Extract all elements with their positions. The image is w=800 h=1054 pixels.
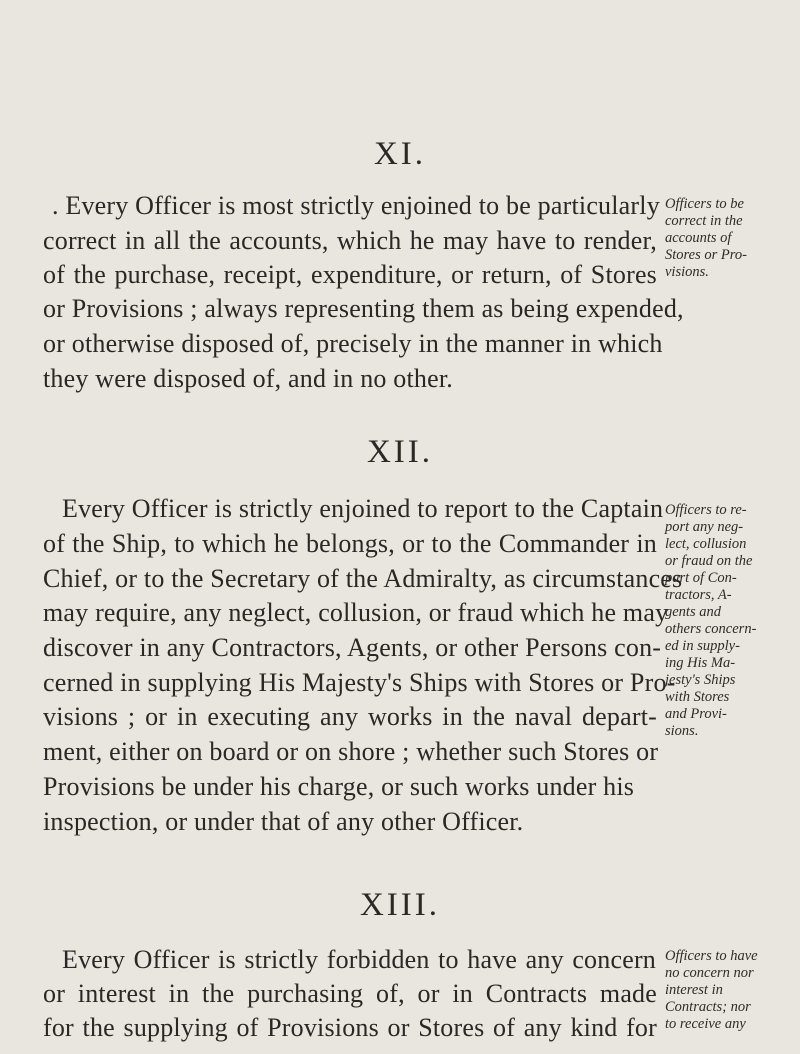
body-line: or otherwise disposed of, precisely in the manner in which: [43, 329, 663, 358]
section-number: XI.: [373, 136, 427, 172]
margin-note-line: Officers to re-: [665, 502, 747, 518]
body-line: may require, any neglect, collusion, or fraud which he may: [43, 598, 669, 627]
body-line: cerned in supplying His Majesty's Ships with Stores or Pro-: [43, 668, 676, 697]
margin-note-line: with Stores: [665, 689, 730, 705]
body-line: . Every Officer is most strictly enjoined to be particularly: [52, 191, 660, 220]
margin-note: [665, 948, 800, 1033]
body-line: of the purchase, receipt, expenditure, or return, of Stores: [43, 260, 657, 289]
margin-note-line: tractors, A-: [665, 587, 732, 603]
margin-note-line: accounts of: [665, 230, 732, 246]
body-line: correct in all the accounts, which he may have to render,: [43, 226, 657, 255]
section-number: XIII.: [359, 887, 441, 923]
section-number: XII.: [366, 434, 434, 470]
margin-note-line: ing His Ma-: [665, 655, 736, 671]
body-line: or interest in the purchasing of, or in Contracts made: [43, 979, 657, 1008]
margin-note-line: correct in the: [665, 213, 743, 229]
margin-note-line: Contracts; nor: [665, 999, 751, 1015]
margin-note: [665, 502, 800, 740]
margin-note-line: lect, collusion: [665, 536, 747, 552]
body-line: Provisions be under his charge, or such works under his: [43, 772, 635, 801]
margin-note-line: port any neg-: [665, 519, 744, 535]
margin-note-line: Stores or Pro-: [665, 247, 747, 263]
body-line: Every Officer is strictly forbidden to have any concern: [62, 945, 656, 974]
margin-note-line: Officers to have: [665, 948, 758, 964]
body-line: for the supplying of Provisions or Stores of any kind for: [43, 1013, 657, 1042]
margin-note: [665, 196, 800, 281]
body-line: Chief, or to the Secretary of the Admiralty, as circumstances: [43, 564, 683, 593]
body-line: Every Officer is strictly enjoined to report to the Captain: [62, 494, 664, 523]
margin-note-line: and Provi-: [665, 706, 727, 722]
margin-note-line: sions.: [665, 723, 699, 739]
margin-note-line: gents and: [665, 604, 721, 620]
margin-note-line: part of Con-: [665, 570, 737, 586]
margin-note-line: Officers to be: [665, 196, 744, 212]
body-line: they were disposed of, and in no other.: [43, 364, 453, 393]
body-line: visions ; or in executing any works in the naval depart-: [43, 702, 657, 731]
body-line: ment, either on board or on shore ; whether such Stores or: [43, 737, 659, 766]
margin-note-line: ed in supply-: [665, 638, 740, 654]
margin-note-line: visions.: [665, 264, 709, 280]
margin-note-line: to receive any: [665, 1016, 746, 1032]
margin-note-line: jesty's Ships: [665, 672, 736, 688]
body-line: discover in any Contractors, Agents, or other Persons con-: [43, 633, 662, 662]
body-line: of the Ship, to which he belongs, or to the Commander in: [43, 529, 657, 558]
margin-note-line: no concern nor: [665, 965, 754, 981]
body-line: or Provisions ; always representing them as being expended,: [43, 294, 684, 323]
margin-note-line: others concern-: [665, 621, 757, 637]
body-line: inspection, or under that of any other Officer.: [43, 807, 524, 836]
margin-note-line: or fraud on the: [665, 553, 753, 569]
margin-note-line: interest in: [665, 982, 723, 998]
